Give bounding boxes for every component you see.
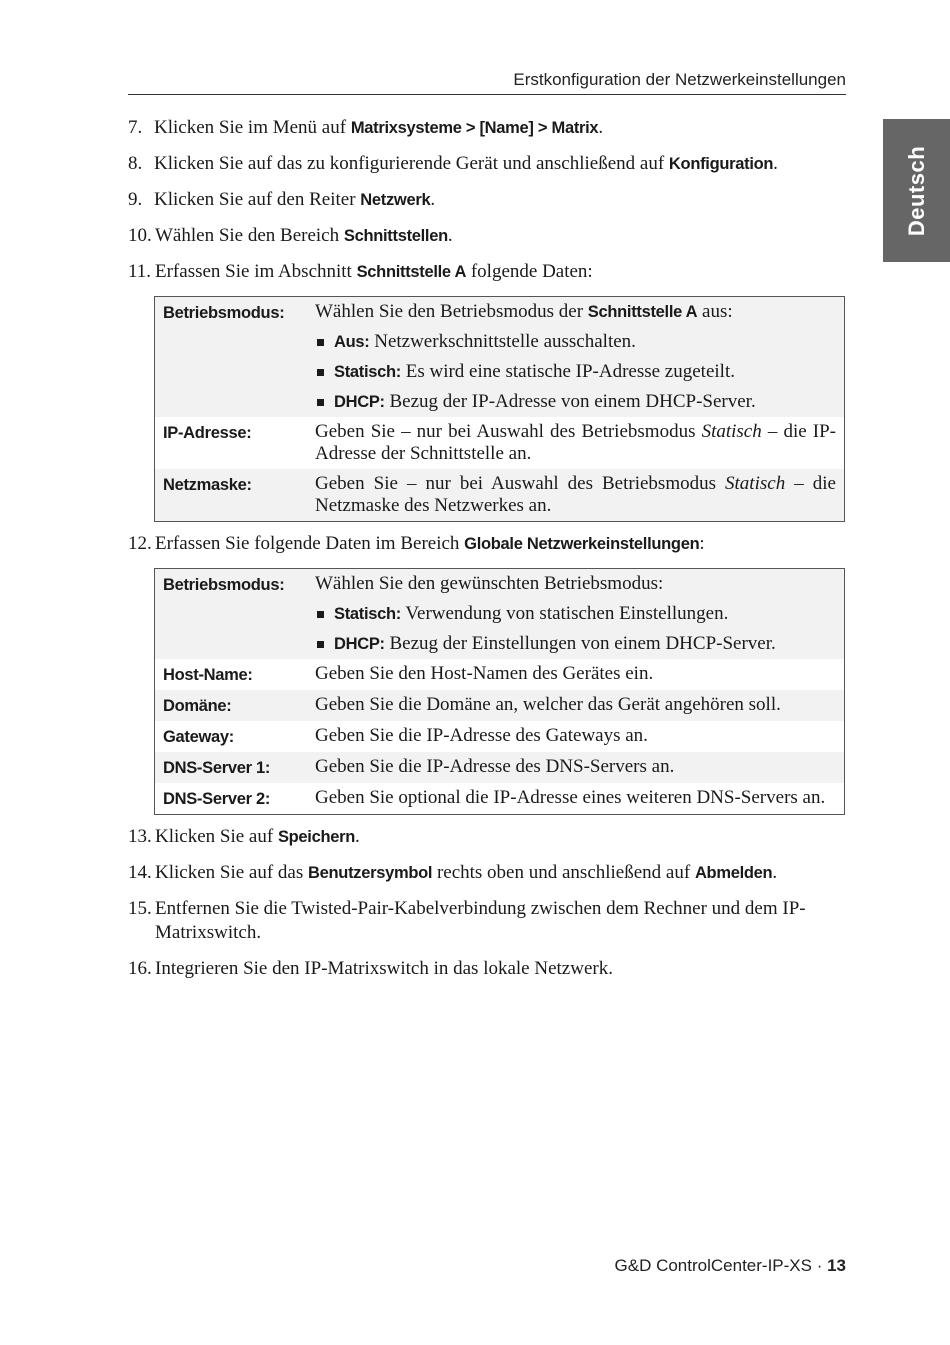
step-number: 15.	[128, 898, 152, 919]
option-description: Bezug der Einstellungen von einem DHCP-Server.	[384, 633, 776, 654]
step-text: Erfassen Sie folgende Daten im Bereich	[155, 533, 465, 554]
table-row	[155, 783, 845, 815]
table-row	[155, 569, 845, 660]
running-header: Erstkonfiguration der Netzwerkeinstellungen	[128, 70, 846, 95]
page-number: 13	[827, 1256, 846, 1275]
bullet-item	[315, 603, 836, 625]
step-text: Integrieren Sie den IP-Matrixswitch in das lokale Netzwerk.	[155, 958, 613, 979]
option-name: Statisch:	[334, 605, 401, 623]
step-9	[128, 188, 846, 212]
field-description	[307, 297, 845, 418]
description-text: Wählen Sie den Betriebsmodus der	[315, 301, 588, 322]
field-label: Gateway:	[163, 728, 234, 746]
step-text-end: .	[430, 189, 436, 210]
step-15	[128, 897, 846, 945]
option-description: Es wird eine statische IP-Adresse zugeteilt.	[400, 361, 735, 382]
step-13	[128, 825, 846, 849]
description-text-end: aus:	[697, 301, 733, 322]
description-text: Geben Sie – nur bei Auswahl des Betriebsmodus	[315, 473, 726, 494]
step-text-end: .	[355, 826, 360, 847]
field-description: Geben Sie die Domäne an, welcher das Gerät angehören soll.	[307, 690, 845, 721]
step-8	[128, 152, 846, 176]
option-name: Aus:	[334, 333, 370, 351]
step-11	[128, 260, 846, 284]
step-number: 7.	[128, 117, 143, 138]
bullet-item	[315, 633, 836, 655]
step-number: 8.	[128, 153, 143, 174]
field-description	[307, 417, 845, 469]
step-text-end: .	[447, 225, 453, 246]
table-row	[155, 721, 845, 752]
table-row	[155, 417, 845, 469]
ui-term: Speichern	[277, 828, 356, 846]
global-network-settings-table	[154, 568, 845, 815]
description-text: Geben Sie – nur bei Auswahl des Betriebsmodus	[315, 421, 702, 442]
ui-term: Benutzersymbol	[308, 864, 433, 882]
ui-term: Abmelden	[694, 864, 773, 882]
field-label: IP-Adresse:	[163, 424, 252, 442]
step-number: 10.	[128, 225, 152, 246]
menu-path: Matrixsysteme > [Name] > Matrix	[350, 119, 599, 137]
step-text-end: .	[772, 862, 778, 883]
step-10	[128, 224, 846, 248]
table-row	[155, 297, 845, 418]
description-text: Wählen Sie den gewünschten Betriebsmodus:	[315, 573, 664, 594]
ui-term: Schnittstellen	[343, 227, 448, 245]
field-label: DNS-Server 1:	[155, 752, 308, 783]
bullet-item	[315, 331, 836, 353]
step-text: Klicken Sie auf das zu konfigurierende Gerät und anschließend auf	[154, 153, 669, 174]
bullet-square-icon	[317, 399, 324, 406]
interface-settings-table	[154, 296, 845, 522]
option-description: Bezug der IP-Adresse von einem DHCP-Server.	[384, 391, 756, 412]
page-footer	[615, 1256, 846, 1276]
step-7	[128, 116, 846, 140]
step-12	[128, 532, 846, 556]
bullet-item	[315, 391, 836, 413]
mode-name: Statisch	[725, 473, 786, 494]
step-16	[128, 957, 846, 981]
field-label: Host-Name:	[163, 666, 253, 684]
step-number: 12.	[128, 533, 152, 554]
step-14	[128, 861, 846, 885]
table-row	[155, 690, 845, 721]
field-description: Geben Sie die IP-Adresse des DNS-Servers an.	[307, 752, 845, 783]
field-label: Netzmaske:	[155, 469, 308, 522]
step-number: 9.	[128, 189, 143, 210]
step-text: Erfassen Sie im Abschnitt	[155, 261, 357, 282]
step-text: Klicken Sie auf das	[155, 862, 309, 883]
bullet-square-icon	[317, 641, 324, 648]
bullet-square-icon	[317, 339, 324, 346]
table-row	[155, 752, 845, 783]
field-description: Geben Sie optional die IP-Adresse eines weiteren DNS-Servers an.	[315, 787, 826, 808]
step-number: 14.	[128, 862, 152, 883]
ui-term: Konfiguration	[668, 155, 774, 173]
field-label: Domäne:	[155, 690, 308, 721]
step-text-end: folgende Daten:	[466, 261, 593, 282]
step-number: 11.	[128, 261, 152, 282]
field-label: DNS-Server 2:	[163, 790, 271, 808]
language-tab	[883, 119, 950, 262]
field-description	[307, 569, 845, 660]
step-text: Klicken Sie auf	[155, 826, 278, 847]
option-name: DHCP:	[334, 635, 385, 653]
option-description: Netzwerkschnittstelle ausschalten.	[369, 331, 636, 352]
option-description: Verwendung von statischen Einstellungen.	[400, 603, 729, 624]
product-name: G&D ControlCenter-IP-XS ·	[614, 1256, 828, 1275]
field-description	[307, 469, 845, 522]
step-text: Wählen Sie den Bereich	[155, 225, 344, 246]
step-text: Entfernen Sie die Twisted-Pair-Kabelverbindung zwischen dem Rechner und dem IP-Matrixswitch.	[155, 898, 806, 943]
description-text-end: – die IP-Adresse der Schnittstelle an.	[315, 421, 836, 464]
ui-term: Netzwerk	[360, 191, 431, 209]
language-tab-label: Deutsch	[903, 145, 929, 236]
step-text-end: :	[699, 533, 705, 554]
table-row	[155, 469, 845, 522]
option-name: Statisch:	[334, 363, 401, 381]
step-text: Klicken Sie im Menü auf	[154, 117, 351, 138]
bullet-square-icon	[317, 611, 324, 618]
ui-term: Globale Netzwerkeinstellungen	[464, 535, 700, 553]
bullet-square-icon	[317, 369, 324, 376]
description-text-end: – die Netzmaske des Netzwerkes an.	[315, 473, 836, 516]
mode-name: Statisch	[701, 421, 762, 442]
field-description: Geben Sie die IP-Adresse des Gateways an.	[315, 725, 648, 746]
field-label: Betriebsmodus:	[155, 297, 308, 418]
table-row	[155, 659, 845, 690]
step-text-end: .	[598, 117, 604, 138]
step-number: 16.	[128, 958, 152, 979]
step-text-middle: rechts oben und anschließend auf	[432, 862, 695, 883]
option-name: DHCP:	[334, 393, 385, 411]
step-number: 13.	[128, 826, 152, 847]
step-text-end: .	[773, 153, 778, 174]
ui-term: Schnittstelle A	[356, 263, 467, 281]
ui-term: Schnittstelle A	[587, 303, 698, 321]
field-description: Geben Sie den Host-Namen des Gerätes ein.	[315, 663, 654, 684]
bullet-item	[315, 361, 836, 383]
page-content	[128, 116, 846, 993]
field-label: Betriebsmodus:	[155, 569, 308, 660]
step-text: Klicken Sie auf den Reiter	[154, 189, 361, 210]
